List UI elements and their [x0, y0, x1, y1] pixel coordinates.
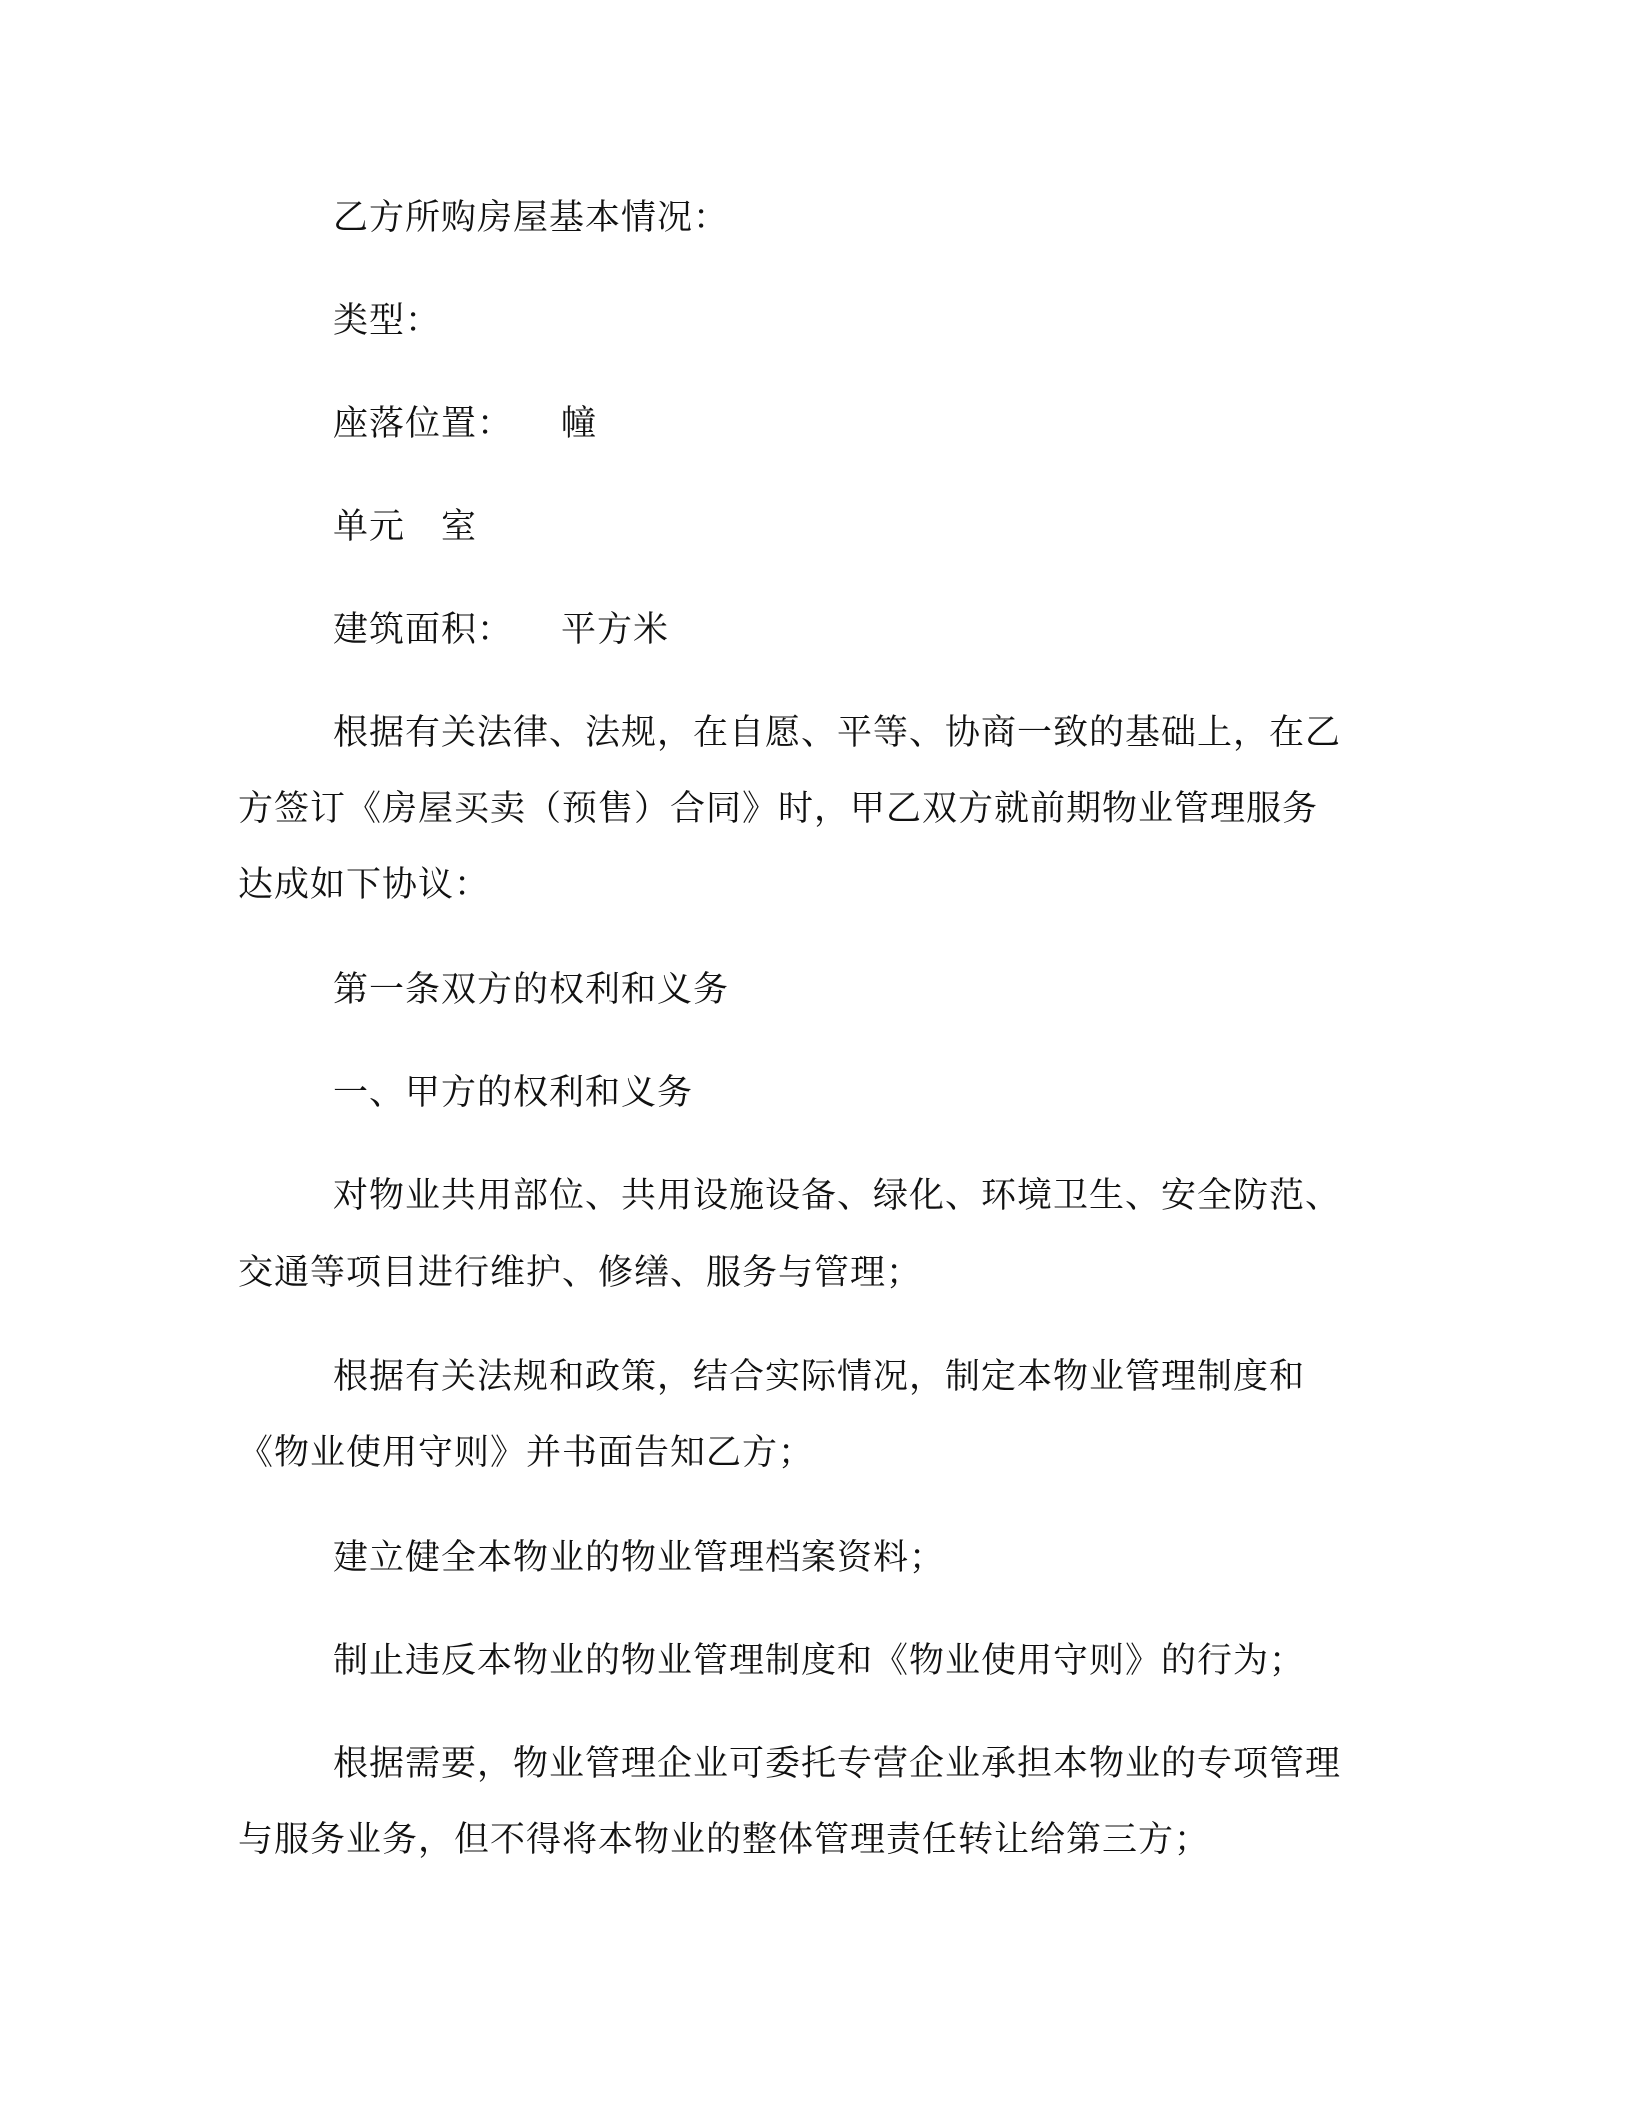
location-label: 座落位置： [333, 404, 514, 444]
room-label: 室 [441, 507, 478, 547]
item-5-line-1: 根据需要，物业管理企业可委托专营企业承担本物业的专项管理 [333, 1744, 1342, 1784]
area-unit: 平方米 [561, 610, 670, 650]
intro-line-1: 根据有关法律、法规，在自愿、平等、协商一致的基础上，在乙 [333, 713, 1342, 753]
area-label: 建筑面积： [333, 610, 514, 650]
building-unit: 幢 [561, 404, 598, 444]
item-5-line-2: 与服务业务，但不得将本物业的整体管理责任转让给第三方； [238, 1820, 1211, 1860]
intro-line-2: 方签订《房屋买卖（预售）合同》时，甲乙双方就前期物业管理服务 [238, 789, 1319, 829]
type-label: 类型： [333, 301, 442, 341]
item-1-line-2: 交通等项目进行维护、修缮、服务与管理； [238, 1253, 923, 1293]
location-line [333, 399, 597, 449]
item-1-line-1: 对物业共用部位、共用设施设备、绿化、环境卫生、安全防范、 [333, 1176, 1342, 1216]
item-2-line-2: 《物业使用守则》并书面告知乙方； [238, 1433, 815, 1473]
item-3-line-1: 建立健全本物业的物业管理档案资料； [333, 1538, 946, 1578]
house-info-heading: 乙方所购房屋基本情况： [333, 198, 730, 238]
intro-line-3: 达成如下协议： [238, 865, 491, 905]
area-line [333, 605, 669, 655]
section-1-title: 一、甲方的权利和义务 [333, 1073, 694, 1113]
item-4-line-1: 制止违反本物业的物业管理制度和《物业使用守则》的行为； [333, 1641, 1306, 1681]
unit-room-line [333, 502, 477, 552]
unit-label: 单元 [333, 507, 406, 547]
article-1-title: 第一条双方的权利和义务 [333, 970, 730, 1010]
item-2-line-1: 根据有关法规和政策，结合实际情况，制定本物业管理制度和 [333, 1357, 1306, 1397]
